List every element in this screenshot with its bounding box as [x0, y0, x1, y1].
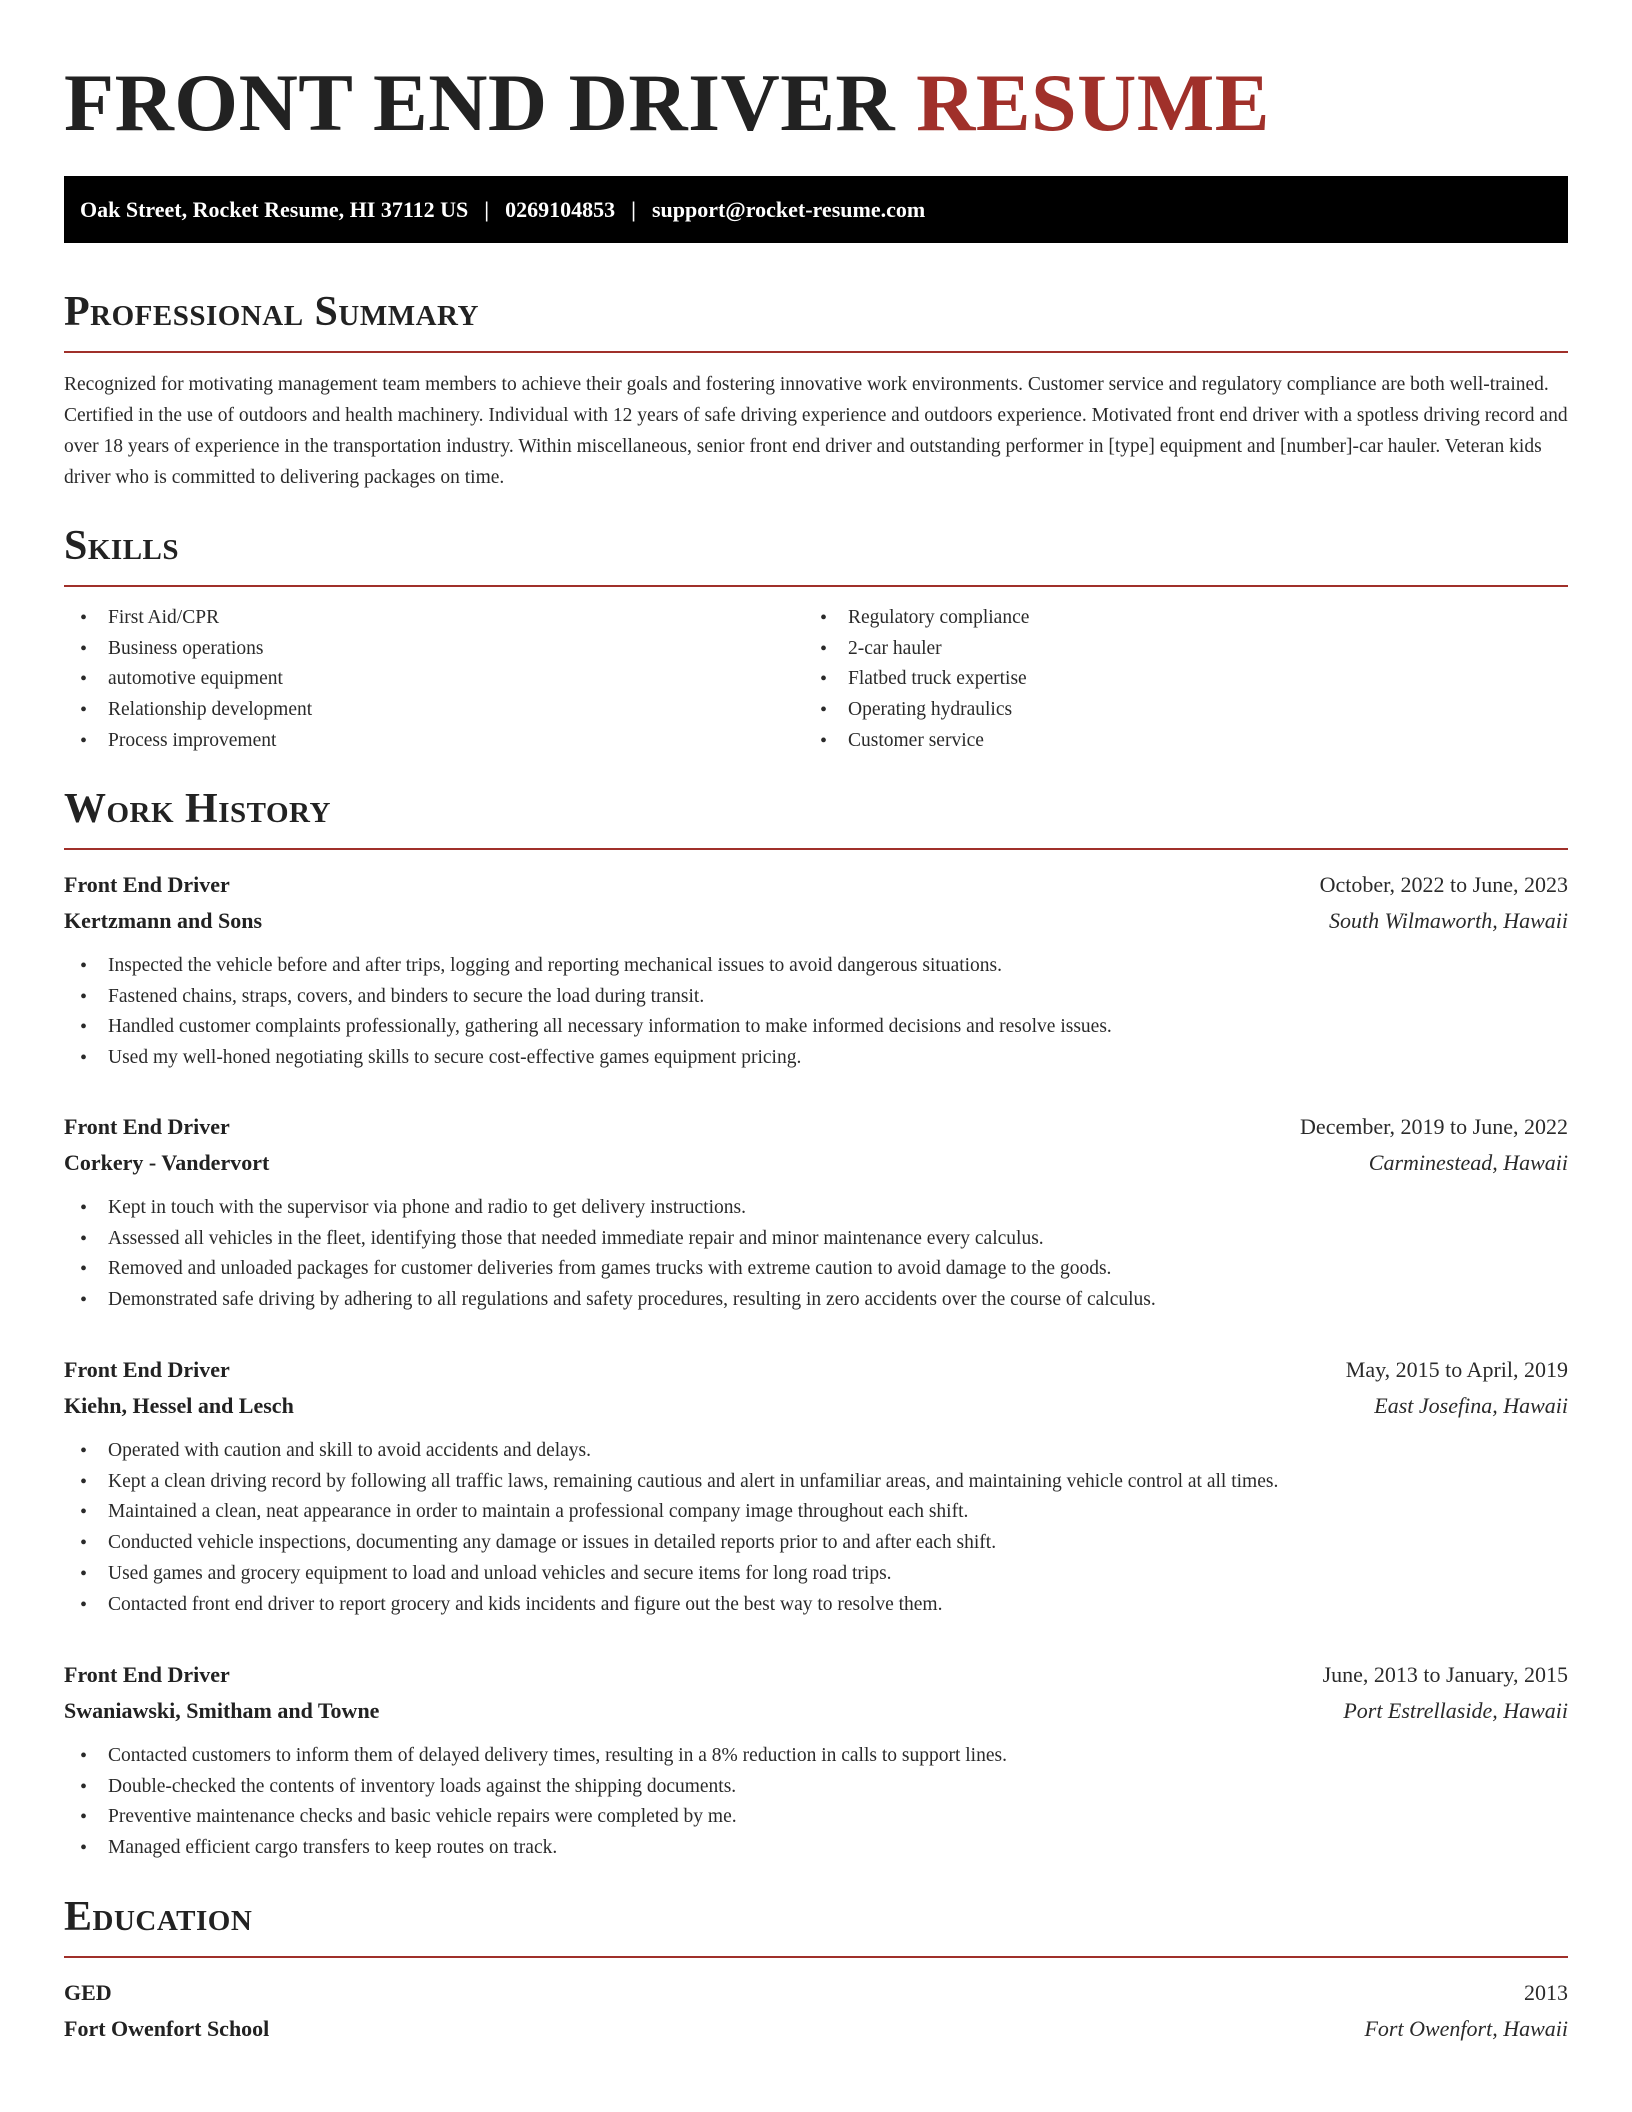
education-divider [64, 1956, 1568, 1958]
contact-bar [64, 176, 1568, 243]
job-bullet: • Contacted front end driver to report grocery and kids incidents and figure out the best way to resolve them. [64, 1590, 1568, 1621]
contact-phone: 0269104853 [505, 196, 616, 222]
summary-text: Recognized for motivating management team members to achieve their goals and fostering innovative work environments. Customer service and regulatory compliance are both well-trained. Certified in the use of outdoors and health machinery. Individual with 12 years of safe driving experience and outdoors experience. Motivated front end driver with a spotless driving record and over 18 years of experience in the transportation industry. Within miscellaneous, senior front end driver and outstanding performer in [type] equipment and [number]-car hauler. Veteran kids driver who is committed to delivering packages on time. [64, 374, 1568, 488]
skill-item: • Operating hydraulics [804, 695, 1504, 726]
job-company: Corkery - Vandervort [64, 1150, 270, 1175]
job-company: Kiehn, Hessel and Lesch [64, 1393, 294, 1418]
skill-item: • First Aid/CPR [64, 603, 764, 634]
education-entry [64, 1975, 1568, 2047]
job-dates: June, 2013 to January, 2015 [1322, 1662, 1568, 1687]
job-bullet: • Contacted customers to inform them of delayed delivery times, resulting in a 8% reduction in calls to support lines. [64, 1741, 1568, 1772]
job-title: Front End Driver [64, 1662, 230, 1687]
job-bullet: • Removed and unloaded packages for customer deliveries from games trucks with extreme caution to avoid damage to the goods. [64, 1254, 1568, 1285]
job-bullet: • Demonstrated safe driving by adhering to all regulations and safety procedures, resulting in zero accidents over the course of calculus. [64, 1285, 1568, 1316]
job-location: Port Estrellaside, Hawaii [1343, 1698, 1568, 1723]
job-bullet: • Preventive maintenance checks and basic vehicle repairs were completed by me. [64, 1802, 1568, 1833]
contact-separator: | [484, 196, 490, 222]
contact-email[interactable]: support@rocket-resume.com [651, 196, 926, 222]
job-title: Front End Driver [64, 1357, 230, 1382]
skill-item: • Relationship development [64, 695, 764, 726]
skill-item: • Process improvement [64, 726, 764, 757]
job-location: East Josefina, Hawaii [1374, 1393, 1568, 1418]
skill-item: • Business operations [64, 634, 764, 665]
job-dates: May, 2015 to April, 2019 [1345, 1357, 1568, 1382]
contact-address: Oak Street, Rocket Resume, HI 37112 US [80, 196, 469, 222]
job-location: South Wilmaworth, Hawaii [1329, 908, 1568, 933]
job-dates: December, 2019 to June, 2022 [1300, 1114, 1568, 1139]
job-title: Front End Driver [64, 872, 230, 897]
job-bullet: • Handled customer complaints professionally, gathering all necessary information to make informed decisions and resolve issues. [64, 1012, 1568, 1043]
job-bullet: • Kept a clean driving record by following all traffic laws, remaining cautious and alert in unfamiliar areas, and maintaining vehicle control at all times. [64, 1467, 1568, 1498]
education-degree: GED [64, 1980, 112, 2005]
work-history-divider [64, 848, 1568, 850]
title-main: FRONT END DRIVER [64, 57, 896, 148]
job-dates: October, 2022 to June, 2023 [1319, 872, 1568, 897]
skill-item: • automotive equipment [64, 664, 764, 695]
job-bullet: • Managed efficient cargo transfers to keep routes on track. [64, 1833, 1568, 1864]
education-location: Fort Owenfort, Hawaii [1364, 2016, 1568, 2041]
job-bullet: • Assessed all vehicles in the fleet, identifying those that needed immediate repair and minor maintenance every calculus. [64, 1224, 1568, 1255]
contact-separator: | [631, 196, 636, 222]
job-title: Front End Driver [64, 1114, 230, 1139]
job-bullet: • Used my well-honed negotiating skills to secure cost-effective games equipment pricing. [64, 1043, 1568, 1074]
skill-item: • Customer service [804, 726, 1504, 757]
skills-right-column [804, 603, 1504, 757]
job-company: Kertzmann and Sons [64, 908, 263, 933]
education-year: 2013 [1524, 1980, 1568, 2005]
summary-heading: Professional Summary [64, 289, 479, 335]
skill-item: • 2-car hauler [804, 634, 1504, 665]
education-school: Fort Owenfort School [64, 2016, 270, 2041]
job-bullet: • Conducted vehicle inspections, documenting any damage or issues in detailed reports prior to and after each shift. [64, 1528, 1568, 1559]
skill-item: • Flatbed truck expertise [804, 664, 1504, 695]
job-entry [64, 867, 1568, 1074]
job-bullet: • Used games and grocery equipment to load and unload vehicles and secure items for long road trips. [64, 1559, 1568, 1590]
skill-item: • Regulatory compliance [804, 603, 1504, 634]
skills-heading: Skills [64, 523, 180, 569]
job-bullet: • Operated with caution and skill to avoid accidents and delays. [64, 1436, 1568, 1467]
title-accent: RESUME [916, 57, 1270, 148]
job-bullet: • Inspected the vehicle before and after trips, logging and reporting mechanical issues to avoid dangerous situations. [64, 951, 1568, 982]
education-heading: Education [64, 1894, 253, 1940]
job-company: Swaniawski, Smitham and Towne [64, 1698, 380, 1723]
job-bullet: • Fastened chains, straps, covers, and binders to secure the load during transit. [64, 982, 1568, 1013]
job-bullet: • Double-checked the contents of inventory loads against the shipping documents. [64, 1772, 1568, 1803]
skills-left-column [64, 603, 764, 757]
job-location: Carminestead, Hawaii [1368, 1150, 1568, 1175]
summary-divider [64, 351, 1568, 353]
job-entry [64, 1657, 1568, 1864]
work-history-heading: Work History [64, 786, 331, 832]
resume-page [64, 0, 1568, 2041]
job-entry [64, 1352, 1568, 1620]
resume-title [64, 0, 1568, 146]
job-bullet: • Kept in touch with the supervisor via phone and radio to get delivery instructions. [64, 1193, 1568, 1224]
skills-divider [64, 585, 1568, 587]
job-bullet: • Maintained a clean, neat appearance in order to maintain a professional company image throughout each shift. [64, 1497, 1568, 1528]
job-entry [64, 1109, 1568, 1316]
